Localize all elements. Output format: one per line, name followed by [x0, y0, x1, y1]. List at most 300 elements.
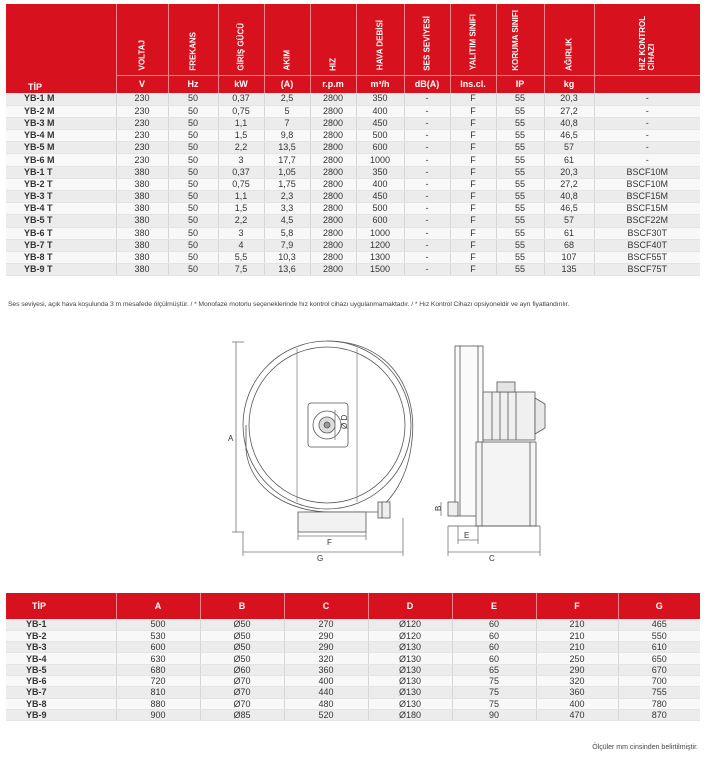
- row-type-cell: YB-1 M: [6, 93, 116, 105]
- table-cell: -: [594, 105, 700, 117]
- spec-header-frekans: FREKANS: [168, 4, 218, 75]
- table-cell: Ø130: [368, 642, 452, 653]
- table-cell: 230: [116, 154, 168, 166]
- dims-header-e: E: [452, 593, 536, 619]
- table-cell: 107: [544, 251, 594, 263]
- table-cell: BSCF40T: [594, 239, 700, 251]
- table-cell: 2800: [310, 215, 356, 227]
- spec-header-ses-seviyesi: SES SEVİYESİ: [404, 4, 450, 75]
- table-cell: 55: [496, 166, 544, 178]
- table-row: [6, 142, 700, 154]
- table-cell: Ø50: [200, 642, 284, 653]
- table-cell: 7,5: [218, 264, 264, 276]
- table-cell: F: [450, 93, 496, 105]
- table-cell: Ø70: [200, 698, 284, 709]
- table-row: [6, 93, 700, 105]
- table-cell: BSCF10M: [594, 178, 700, 190]
- dims-header-row: [6, 593, 700, 619]
- table-cell: 780: [618, 698, 700, 709]
- table-cell: 50: [168, 264, 218, 276]
- unit-m3h: m³/h: [356, 75, 404, 93]
- table-cell: 55: [496, 178, 544, 190]
- table-cell: 50: [168, 105, 218, 117]
- row-type-cell: YB-2: [6, 630, 116, 641]
- table-cell: 57: [544, 215, 594, 227]
- table-cell: F: [450, 203, 496, 215]
- table-cell: 600: [356, 142, 404, 154]
- table-cell: 1,5: [218, 130, 264, 142]
- table-cell: 480: [284, 698, 368, 709]
- table-cell: 720: [116, 675, 200, 686]
- table-row: [6, 215, 700, 227]
- table-cell: 360: [284, 664, 368, 675]
- table-row: [6, 105, 700, 117]
- row-type-cell: YB-2 M: [6, 105, 116, 117]
- table-cell: 465: [618, 619, 700, 630]
- table-cell: 290: [536, 664, 618, 675]
- table-cell: 50: [168, 93, 218, 105]
- table-cell: 0,37: [218, 93, 264, 105]
- table-cell: Ø130: [368, 687, 452, 698]
- table-cell: 880: [116, 698, 200, 709]
- table-cell: 210: [536, 619, 618, 630]
- table-cell: 55: [496, 105, 544, 117]
- table-cell: 450: [356, 117, 404, 129]
- spec-header-tip: TİP: [6, 4, 116, 93]
- table-cell: 50: [168, 130, 218, 142]
- table-row: [6, 251, 700, 263]
- row-type-cell: YB-4 M: [6, 130, 116, 142]
- table-cell: 810: [116, 687, 200, 698]
- table-cell: 1000: [356, 154, 404, 166]
- front-view: [232, 341, 413, 556]
- row-type-cell: YB-5: [6, 664, 116, 675]
- row-type-cell: YB-9 T: [6, 264, 116, 276]
- table-cell: 380: [116, 178, 168, 190]
- table-cell: BSCF55T: [594, 251, 700, 263]
- table-cell: 55: [496, 239, 544, 251]
- table-cell: BSCF10M: [594, 166, 700, 178]
- table-cell: 50: [168, 166, 218, 178]
- table-cell: 27,2: [544, 178, 594, 190]
- table-cell: F: [450, 215, 496, 227]
- table-cell: 350: [356, 93, 404, 105]
- table-cell: 360: [536, 687, 618, 698]
- row-type-cell: YB-3 M: [6, 117, 116, 129]
- table-cell: 10,3: [264, 251, 310, 263]
- table-cell: Ø50: [200, 630, 284, 641]
- table-cell: 400: [284, 675, 368, 686]
- table-cell: -: [594, 117, 700, 129]
- table-row: [6, 154, 700, 166]
- table-cell: 55: [496, 251, 544, 263]
- spec-header-hiz: HIZ: [310, 4, 356, 75]
- table-row: [6, 687, 700, 698]
- table-cell: 2800: [310, 154, 356, 166]
- spec-header-hava-debisi: HAVA DEBİSİ: [356, 4, 404, 75]
- unit-a: (A): [264, 75, 310, 93]
- row-type-cell: YB-5 M: [6, 142, 116, 154]
- table-cell: -: [404, 239, 450, 251]
- side-view: [441, 346, 545, 556]
- table-row: [6, 191, 700, 203]
- spec-header-voltaj: VOLTAJ: [116, 4, 168, 75]
- table-cell: F: [450, 191, 496, 203]
- table-cell: 46,5: [544, 130, 594, 142]
- table-cell: 55: [496, 215, 544, 227]
- table-cell: BSCF15M: [594, 191, 700, 203]
- table-row: [6, 264, 700, 276]
- dims-footnote: Ölçüler mm cinsinden belirtilmiştir.: [592, 744, 698, 751]
- table-cell: 230: [116, 142, 168, 154]
- row-type-cell: YB-6 M: [6, 154, 116, 166]
- row-type-cell: YB-1: [6, 619, 116, 630]
- dims-header-d: D: [368, 593, 452, 619]
- table-cell: 1200: [356, 239, 404, 251]
- table-cell: 0,75: [218, 105, 264, 117]
- table-cell: -: [404, 117, 450, 129]
- dim-label-e: E: [464, 531, 470, 540]
- table-cell: 380: [116, 215, 168, 227]
- table-row: [6, 239, 700, 251]
- table-cell: 2800: [310, 239, 356, 251]
- table-cell: 50: [168, 215, 218, 227]
- table-cell: 610: [618, 642, 700, 653]
- table-cell: F: [450, 227, 496, 239]
- table-cell: 61: [544, 154, 594, 166]
- table-cell: 600: [356, 215, 404, 227]
- table-cell: 290: [284, 642, 368, 653]
- row-type-cell: YB-2 T: [6, 178, 116, 190]
- table-row: [6, 653, 700, 664]
- table-cell: -: [404, 178, 450, 190]
- table-cell: F: [450, 264, 496, 276]
- table-cell: Ø60: [200, 664, 284, 675]
- table-cell: 380: [116, 203, 168, 215]
- table-cell: F: [450, 154, 496, 166]
- unit-kg: kg: [544, 75, 594, 93]
- table-cell: 2,2: [218, 215, 264, 227]
- table-cell: F: [450, 166, 496, 178]
- row-type-cell: YB-1 T: [6, 166, 116, 178]
- table-cell: 550: [618, 630, 700, 641]
- table-cell: Ø50: [200, 619, 284, 630]
- dims-table-body: [6, 619, 700, 721]
- table-cell: 2800: [310, 264, 356, 276]
- table-cell: 3: [218, 154, 264, 166]
- unit-rpm: r.p.m: [310, 75, 356, 93]
- table-cell: 2,5: [264, 93, 310, 105]
- table-cell: -: [404, 142, 450, 154]
- table-cell: 55: [496, 130, 544, 142]
- table-cell: 440: [284, 687, 368, 698]
- table-cell: 870: [618, 709, 700, 720]
- table-row: [6, 178, 700, 190]
- spec-header-yalitim-sinifi: YALITIM SINIFI: [450, 4, 496, 75]
- table-cell: BSCF22M: [594, 215, 700, 227]
- table-cell: 55: [496, 227, 544, 239]
- table-cell: 13,5: [264, 142, 310, 154]
- table-cell: 670: [618, 664, 700, 675]
- table-cell: 27,2: [544, 105, 594, 117]
- table-cell: 270: [284, 619, 368, 630]
- table-cell: F: [450, 251, 496, 263]
- table-cell: 3,3: [264, 203, 310, 215]
- table-cell: 400: [356, 105, 404, 117]
- row-type-cell: YB-5 T: [6, 215, 116, 227]
- row-type-cell: YB-9: [6, 709, 116, 720]
- table-cell: 350: [356, 166, 404, 178]
- table-cell: 1,1: [218, 117, 264, 129]
- table-row: [6, 642, 700, 653]
- row-type-cell: YB-3: [6, 642, 116, 653]
- table-cell: 1,05: [264, 166, 310, 178]
- table-cell: 500: [116, 619, 200, 630]
- dimensions-table: [6, 593, 700, 721]
- table-cell: -: [404, 191, 450, 203]
- dims-header-tip: TİP: [6, 593, 116, 619]
- table-cell: 2800: [310, 130, 356, 142]
- table-cell: 1300: [356, 251, 404, 263]
- table-cell: 40,8: [544, 191, 594, 203]
- table-cell: 1500: [356, 264, 404, 276]
- table-cell: 700: [618, 675, 700, 686]
- table-cell: 210: [536, 630, 618, 641]
- table-row: [6, 166, 700, 178]
- row-type-cell: YB-3 T: [6, 191, 116, 203]
- table-cell: -: [404, 264, 450, 276]
- table-cell: Ø130: [368, 653, 452, 664]
- table-cell: 1,75: [264, 178, 310, 190]
- table-cell: F: [450, 142, 496, 154]
- table-cell: 60: [452, 642, 536, 653]
- table-cell: 75: [452, 687, 536, 698]
- table-cell: 75: [452, 675, 536, 686]
- table-cell: Ø130: [368, 664, 452, 675]
- table-cell: 0,37: [218, 166, 264, 178]
- dims-header-f: F: [536, 593, 618, 619]
- spec-header-akim: AKIM: [264, 4, 310, 75]
- table-row: [6, 203, 700, 215]
- table-cell: 470: [536, 709, 618, 720]
- table-cell: 4: [218, 239, 264, 251]
- table-cell: 755: [618, 687, 700, 698]
- row-type-cell: YB-6: [6, 675, 116, 686]
- table-cell: 2800: [310, 117, 356, 129]
- table-cell: BSCF75T: [594, 264, 700, 276]
- table-cell: 380: [116, 239, 168, 251]
- dims-header-g: G: [618, 593, 700, 619]
- table-cell: 2800: [310, 93, 356, 105]
- table-cell: 380: [116, 264, 168, 276]
- table-cell: -: [404, 93, 450, 105]
- table-cell: -: [594, 142, 700, 154]
- table-cell: F: [450, 117, 496, 129]
- table-cell: 55: [496, 203, 544, 215]
- table-cell: 7,9: [264, 239, 310, 251]
- spec-header-agirlik: AĞIRLIK: [544, 4, 594, 75]
- table-cell: 68: [544, 239, 594, 251]
- table-cell: 55: [496, 191, 544, 203]
- table-cell: -: [594, 130, 700, 142]
- table-cell: 500: [356, 130, 404, 142]
- table-cell: 1,1: [218, 191, 264, 203]
- table-row: [6, 698, 700, 709]
- spec-header-koruma-sinifi: KORUMA SINIFI: [496, 4, 544, 75]
- spec-table-body: [6, 93, 700, 276]
- table-cell: 600: [116, 642, 200, 653]
- table-cell: 1000: [356, 227, 404, 239]
- table-cell: 40,8: [544, 117, 594, 129]
- table-cell: -: [404, 130, 450, 142]
- table-row: [6, 227, 700, 239]
- table-cell: 230: [116, 93, 168, 105]
- dim-label-d: Ø D: [340, 414, 349, 429]
- table-cell: 2800: [310, 166, 356, 178]
- dim-label-a: A: [228, 434, 234, 443]
- table-cell: 50: [168, 117, 218, 129]
- table-cell: 55: [496, 93, 544, 105]
- table-cell: -: [404, 203, 450, 215]
- dims-header-b: B: [200, 593, 284, 619]
- dim-label-f: F: [327, 538, 332, 547]
- table-cell: 50: [168, 154, 218, 166]
- row-type-cell: YB-7: [6, 687, 116, 698]
- table-cell: 290: [284, 630, 368, 641]
- table-cell: 57: [544, 142, 594, 154]
- table-cell: 46,5: [544, 203, 594, 215]
- table-cell: 17,7: [264, 154, 310, 166]
- dim-label-b: B: [434, 505, 443, 511]
- row-type-cell: YB-7 T: [6, 239, 116, 251]
- table-cell: 20,3: [544, 166, 594, 178]
- table-cell: 4,5: [264, 215, 310, 227]
- table-cell: 55: [496, 117, 544, 129]
- table-cell: 0,75: [218, 178, 264, 190]
- table-cell: 55: [496, 264, 544, 276]
- table-cell: 50: [168, 227, 218, 239]
- table-cell: 5,8: [264, 227, 310, 239]
- table-cell: 210: [536, 642, 618, 653]
- table-cell: 450: [356, 191, 404, 203]
- table-cell: Ø130: [368, 675, 452, 686]
- table-cell: Ø70: [200, 675, 284, 686]
- table-row: [6, 664, 700, 675]
- row-type-cell: YB-8: [6, 698, 116, 709]
- table-cell: 520: [284, 709, 368, 720]
- table-cell: 400: [536, 698, 618, 709]
- table-cell: 50: [168, 142, 218, 154]
- table-cell: 650: [618, 653, 700, 664]
- unit-dba: dB(A): [404, 75, 450, 93]
- unit-ip: IP: [496, 75, 544, 93]
- table-cell: F: [450, 105, 496, 117]
- table-cell: 13,6: [264, 264, 310, 276]
- table-cell: 5: [264, 105, 310, 117]
- table-cell: 5,5: [218, 251, 264, 263]
- table-cell: 60: [452, 619, 536, 630]
- dim-label-g: G: [317, 554, 324, 562]
- dims-header-a: A: [116, 593, 200, 619]
- table-cell: 55: [496, 154, 544, 166]
- table-cell: Ø70: [200, 687, 284, 698]
- table-cell: F: [450, 239, 496, 251]
- table-cell: BSCF15M: [594, 203, 700, 215]
- table-cell: 530: [116, 630, 200, 641]
- row-type-cell: YB-6 T: [6, 227, 116, 239]
- table-cell: 50: [168, 239, 218, 251]
- table-cell: 3: [218, 227, 264, 239]
- table-cell: 900: [116, 709, 200, 720]
- table-cell: -: [404, 166, 450, 178]
- table-cell: 61: [544, 227, 594, 239]
- table-cell: 7: [264, 117, 310, 129]
- table-cell: 380: [116, 251, 168, 263]
- table-cell: 50: [168, 191, 218, 203]
- table-cell: 9,8: [264, 130, 310, 142]
- table-cell: 75: [452, 698, 536, 709]
- table-cell: BSCF30T: [594, 227, 700, 239]
- table-cell: -: [404, 251, 450, 263]
- table-row: [6, 630, 700, 641]
- table-cell: Ø50: [200, 653, 284, 664]
- table-row: [6, 117, 700, 129]
- table-cell: 20,3: [544, 93, 594, 105]
- table-cell: 250: [536, 653, 618, 664]
- table-cell: 320: [536, 675, 618, 686]
- spec-header-row: [6, 4, 700, 75]
- table-cell: 65: [452, 664, 536, 675]
- unit-inscl: Ins.cl.: [450, 75, 496, 93]
- table-cell: 2,3: [264, 191, 310, 203]
- unit-hz: Hz: [168, 75, 218, 93]
- table-cell: Ø180: [368, 709, 452, 720]
- unit-empty: [594, 75, 700, 93]
- table-cell: Ø85: [200, 709, 284, 720]
- table-cell: Ø130: [368, 698, 452, 709]
- table-cell: -: [594, 93, 700, 105]
- table-cell: F: [450, 178, 496, 190]
- table-cell: 2800: [310, 142, 356, 154]
- fan-technical-drawing: [0, 330, 708, 562]
- table-cell: 50: [168, 178, 218, 190]
- table-cell: 50: [168, 203, 218, 215]
- table-cell: 320: [284, 653, 368, 664]
- table-row: [6, 619, 700, 630]
- table-cell: 2,2: [218, 142, 264, 154]
- table-cell: 380: [116, 166, 168, 178]
- row-type-cell: YB-8 T: [6, 251, 116, 263]
- table-row: [6, 130, 700, 142]
- spec-header-hiz-kontrol: HIZ KONTROL CİHAZI: [594, 4, 700, 75]
- dims-header-c: C: [284, 593, 368, 619]
- row-type-cell: YB-4: [6, 653, 116, 664]
- unit-v: V: [116, 75, 168, 93]
- table-cell: 630: [116, 653, 200, 664]
- table-cell: -: [404, 215, 450, 227]
- table-cell: Ø120: [368, 619, 452, 630]
- table-cell: 2800: [310, 227, 356, 239]
- table-cell: 380: [116, 227, 168, 239]
- spec-footnote: Ses seviyesi, açık hava koşulunda 3 m mesafede ölçülmüştür. / * Monofaze motorlu seçeneklerinde hız kontrol cihazı uygulanmamaktadır. / * Hız Kontrol Cihazı opsiyoneldir ve ayrı fiyatlandırılır.: [8, 301, 570, 308]
- table-cell: 500: [356, 203, 404, 215]
- table-cell: 230: [116, 130, 168, 142]
- row-type-cell: YB-4 T: [6, 203, 116, 215]
- table-cell: 2800: [310, 251, 356, 263]
- dim-label-c: C: [489, 554, 495, 562]
- spec-table: [6, 4, 700, 276]
- table-cell: 2800: [310, 178, 356, 190]
